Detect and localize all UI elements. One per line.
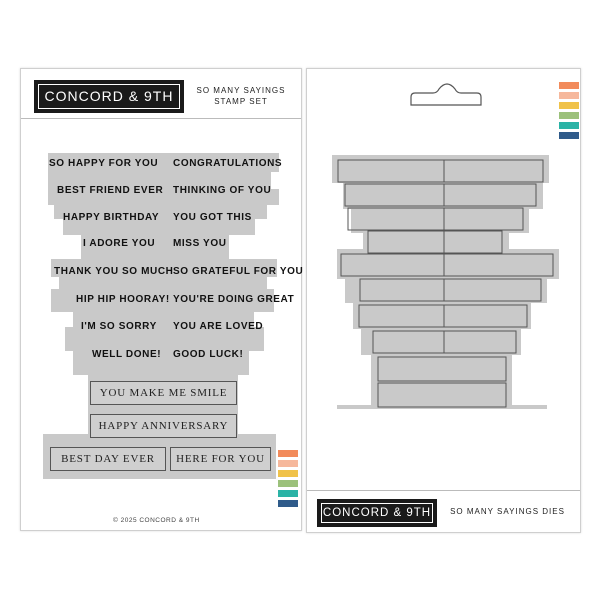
- color-strip-peach: [278, 460, 298, 467]
- copyright-text: © 2025 CONCORD & 9TH: [113, 517, 200, 524]
- color-strip-orange: [278, 450, 298, 457]
- sentiment-thinking-of-you: THINKING OF YOU: [173, 185, 272, 196]
- sentiment-best-day-ever: BEST DAY EVER: [50, 447, 166, 471]
- sentiment-miss-you: MISS YOU: [173, 238, 227, 249]
- product-name-line1: SO MANY SAYINGS: [196, 86, 286, 95]
- sentiment-good-luck: GOOD LUCK!: [173, 349, 244, 360]
- sentiment-you-are-loved: YOU ARE LOVED: [173, 321, 264, 332]
- sentiment-best-friend-ever: BEST FRIEND EVER: [57, 185, 164, 196]
- die-outline: [307, 69, 580, 409]
- sentiment-so-happy-for-you: SO HAPPY FOR YOU: [49, 158, 159, 169]
- dies-card: [306, 68, 581, 533]
- sentiment-thank-you-so-much: THANK YOU SO MUCH: [54, 266, 174, 277]
- sentiment-happy-birthday: HAPPY BIRTHDAY: [63, 212, 160, 223]
- sentiment-so-grateful-for-you: SO GRATEFUL FOR YOU: [173, 266, 304, 277]
- product-name-line2: STAMP SET: [214, 97, 268, 106]
- footer-divider: [307, 490, 580, 491]
- brand-logo: CONCORD & 9TH: [34, 80, 184, 113]
- color-strip-teal: [278, 490, 298, 497]
- color-strip-green: [278, 480, 298, 487]
- sentiment-i-adore-you: I ADORE YOU: [83, 238, 156, 249]
- color-strip-blue: [278, 500, 298, 507]
- color-strip-yellow: [278, 470, 298, 477]
- sentiment-hip-hip-hooray: HIP HIP HOORAY!: [76, 294, 170, 305]
- product-name: SO MANY SAYINGS DIES: [450, 507, 565, 516]
- brand-logo: CONCORD & 9TH: [317, 499, 437, 527]
- sentiment-im-so-sorry: I'M SO SORRY: [81, 321, 157, 332]
- sentiment-congratulations: CONGRATULATIONS: [173, 158, 283, 169]
- sentiment-youre-doing-great: YOU'RE DOING GREAT: [173, 294, 295, 305]
- sentiment-you-make-me-smile: YOU MAKE ME SMILE: [90, 381, 237, 405]
- sentiment-well-done: WELL DONE!: [92, 349, 162, 360]
- sentiment-you-got-this: YOU GOT THIS: [173, 212, 252, 223]
- sentiment-here-for-you: HERE FOR YOU: [170, 447, 271, 471]
- stamp-set-card: [20, 68, 302, 531]
- sentiment-happy-anniversary: HAPPY ANNIVERSARY: [90, 414, 237, 438]
